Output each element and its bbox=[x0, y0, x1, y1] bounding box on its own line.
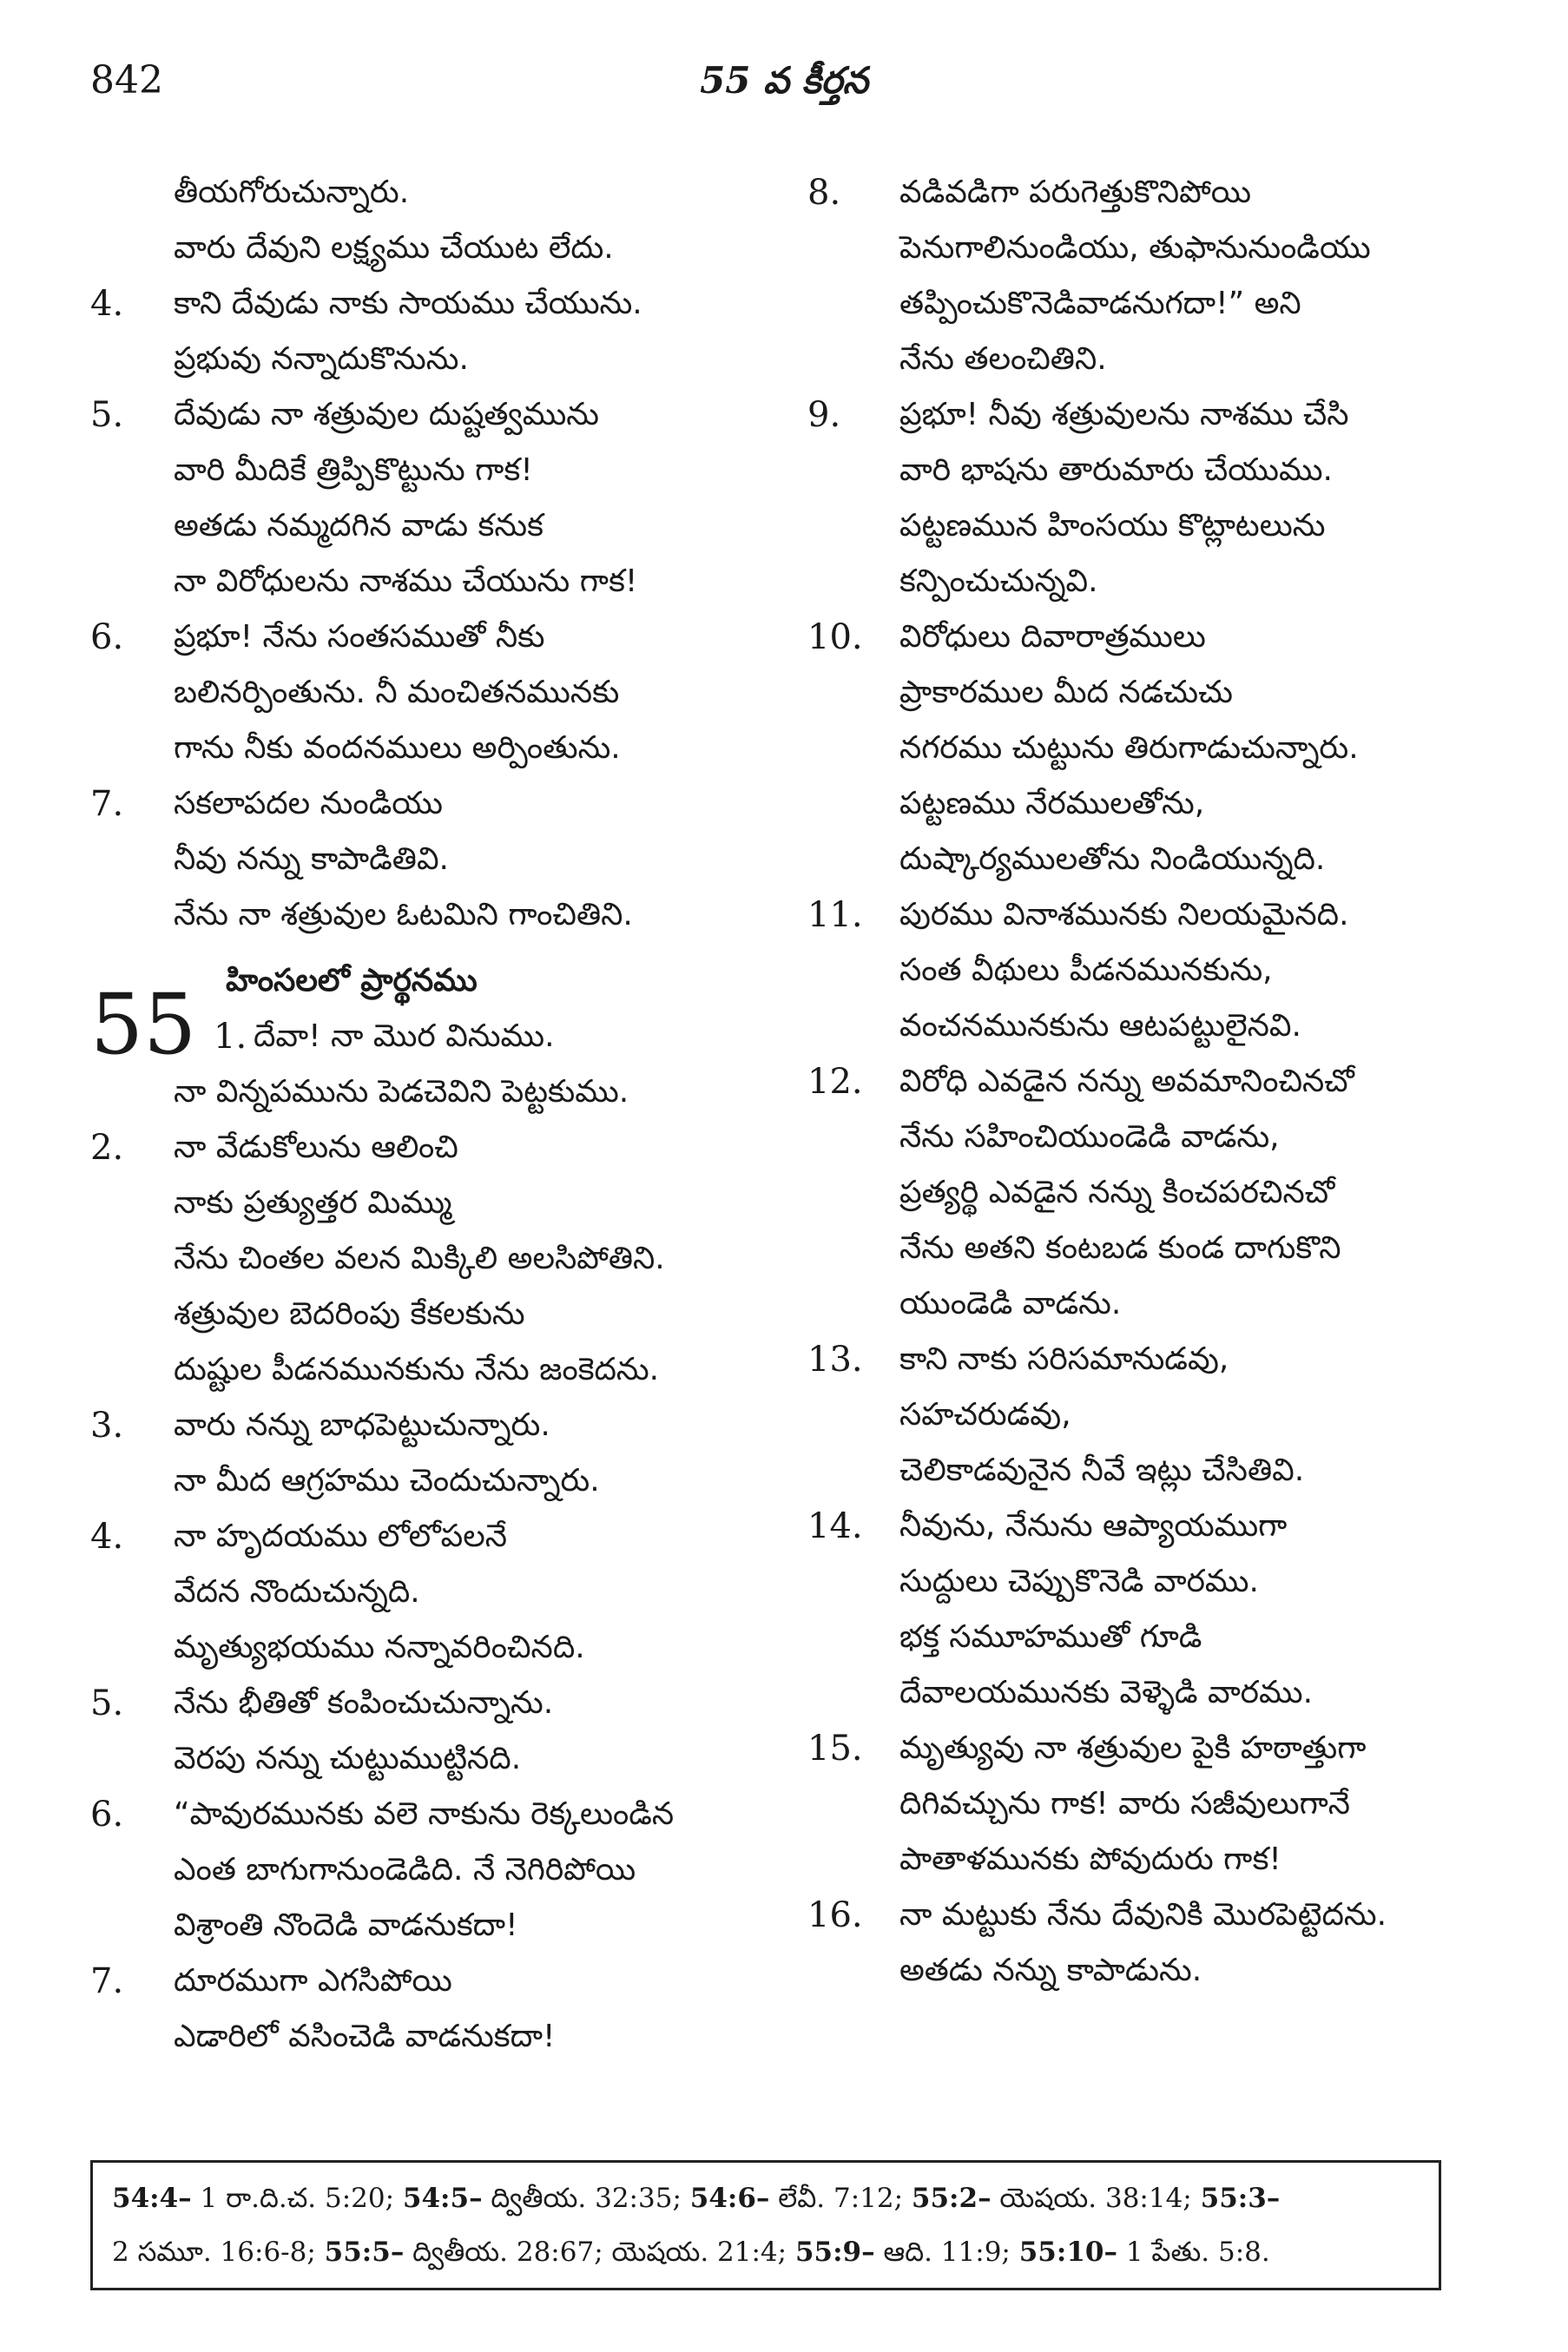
verse-number: 7. bbox=[90, 784, 124, 824]
verse-line: భక్త సమూహముతో గూడి bbox=[899, 1619, 1202, 1655]
verse bbox=[90, 1953, 759, 2065]
verse-line: పురము వినాశమునకు నిలయమైనది. bbox=[899, 897, 1349, 932]
footnote-dash: – bbox=[1266, 2183, 1281, 2214]
verse bbox=[807, 609, 1476, 887]
footnote-reference: 54:5 bbox=[402, 2183, 470, 2214]
verse-line: విరోధి ఎవడైన నన్ను అవమానించినచో bbox=[899, 1064, 1354, 1099]
verse-line: దూరముగా ఎగసిపోయి bbox=[174, 1963, 452, 1999]
footnote-dash: – bbox=[861, 2237, 875, 2268]
verse-line: నేను తలంచితిని. bbox=[899, 341, 1107, 377]
verse-line: సహచరుడవు, bbox=[899, 1397, 1071, 1433]
verse-line: సకలాపదల నుండియు bbox=[174, 786, 443, 821]
verse-number: 4. bbox=[90, 1517, 124, 1557]
verse-line: వంచనమునకును ఆటపట్టులైనవి. bbox=[899, 1008, 1301, 1044]
verse-line: నేను సహించియుండెడి వాడను, bbox=[899, 1119, 1280, 1155]
footnote-dash: – bbox=[390, 2237, 405, 2268]
verse-number: 7. bbox=[90, 1961, 124, 2001]
right-column bbox=[807, 165, 1476, 1999]
verse-line: నేను అతని కంటబడ కుండ దాగుకొని bbox=[899, 1230, 1341, 1266]
verse-number: 4. bbox=[90, 284, 124, 324]
footnote-reference: 55:3 bbox=[1200, 2183, 1267, 2214]
footnote-text: ద్వితీయ. 32:35; bbox=[482, 2183, 690, 2214]
verse bbox=[90, 1676, 759, 1787]
verse bbox=[807, 1721, 1476, 1888]
verse-line: ఎడారిలో వసించెడి వాడనుకదా! bbox=[174, 2019, 556, 2054]
verse-number: 11. bbox=[807, 895, 863, 935]
verse bbox=[807, 387, 1476, 609]
verse-number: 9. bbox=[807, 395, 841, 435]
verse-number: 2. bbox=[90, 1128, 124, 1168]
verse bbox=[807, 1332, 1476, 1499]
verse-line: బలినర్పింతును. నీ మంచితనమునకు bbox=[174, 675, 620, 710]
verse-line: నగరము చుట్టును తిరుగాడుచున్నారు. bbox=[899, 730, 1359, 766]
verse-line: నీవు నన్ను కాపాడితివి. bbox=[174, 841, 450, 877]
verse-line: యుండెడి వాడను. bbox=[899, 1286, 1122, 1321]
footnote-dash: – bbox=[178, 2183, 192, 2214]
verse-line: కాని దేవుడు నాకు సాయము చేయును. bbox=[174, 286, 642, 321]
verse bbox=[90, 387, 759, 609]
verse-number: 16. bbox=[807, 1895, 863, 1935]
verse-line: దేవాలయమునకు వెళ్ళెడి వారము. bbox=[899, 1675, 1314, 1710]
verse-number: 5. bbox=[90, 395, 124, 435]
verse-line: అతడు నన్ను కాపాడును. bbox=[899, 1953, 1202, 1988]
verse-line: వేదన నొందుచున్నది. bbox=[174, 1574, 420, 1610]
footnote-dash: – bbox=[1104, 2237, 1117, 2268]
footnote-dash: – bbox=[755, 2183, 770, 2214]
verse-line: వారు నన్ను బాధపెట్టుచున్నారు. bbox=[174, 1407, 550, 1443]
verse bbox=[90, 609, 759, 776]
verse-number: 10. bbox=[807, 617, 863, 657]
verse-line: దిగివచ్చును గాక! వారు సజీవులుగానే bbox=[899, 1786, 1350, 1822]
verse-line: నేను భీతితో కంపించుచున్నాను. bbox=[174, 1685, 554, 1721]
verse-line: వడివడిగా పరుగెత్తుకొనిపోయి bbox=[899, 175, 1252, 210]
cross-reference-box bbox=[90, 2160, 1441, 2290]
verse-line: కాని నాకు సరిసమానుడవు, bbox=[899, 1341, 1229, 1377]
verse-number: 5. bbox=[90, 1683, 124, 1723]
verse-line: నా హృదయము లోలోపలనే bbox=[174, 1519, 508, 1554]
footnote-reference: 55:2 bbox=[911, 2183, 978, 2214]
verse-line: ప్రత్యర్థి ఎవడైన నన్ను కించపరచినచో bbox=[899, 1175, 1335, 1210]
verse-line: తప్పించుకొనెడివాడనుగదా!” అని bbox=[899, 286, 1301, 321]
footnote-reference: 54:6 bbox=[689, 2183, 756, 2214]
verse-line: వెరపు నన్ను చుట్టుముట్టినది. bbox=[174, 1741, 522, 1776]
verse-line: చెలికాడవునైన నీవే ఇట్లు చేసితివి. bbox=[899, 1453, 1305, 1488]
verse-line: ప్రభూ! నీవు శత్రువులను నాశము చేసి bbox=[899, 397, 1349, 432]
verse bbox=[807, 1499, 1476, 1721]
page-number: 842 bbox=[90, 58, 163, 102]
verse-line: కన్పించుచున్నవి. bbox=[899, 563, 1098, 599]
footnote-reference: 54:4 bbox=[112, 2183, 179, 2214]
verse-line: నేను నా శత్రువుల ఓటమిని గాంచితిని. bbox=[174, 897, 633, 932]
verse-line: వారి భాషను తారుమారు చేయుము. bbox=[899, 452, 1333, 488]
verse bbox=[90, 776, 759, 943]
verse-line: ప్రాకారముల మీద నడచుచు bbox=[899, 675, 1233, 710]
verse bbox=[90, 1509, 759, 1676]
verse bbox=[90, 1398, 759, 1509]
verse-line: సుద్దులు చెప్పుకొనెడి వారము. bbox=[899, 1564, 1259, 1599]
verse-line: “పావురమునకు వలె నాకును రెక్కలుండిన bbox=[174, 1796, 675, 1832]
verse bbox=[90, 276, 759, 387]
verse-number: 6. bbox=[90, 617, 124, 657]
footnote-line bbox=[112, 2225, 1420, 2279]
verse-line: తీయగోరుచున్నారు. bbox=[174, 175, 410, 210]
verse-line: నా మీద ఆగ్రహము చెందుచున్నారు. bbox=[174, 1463, 600, 1499]
verse-line: నా మట్టుకు నేను దేవునికి మొరపెట్టెదను. bbox=[899, 1897, 1387, 1933]
verse-line: దుష్టుల పీడనమునకును నేను జంకెదను. bbox=[174, 1352, 660, 1387]
footnote-text: 2 సమూ. 16:6-8; bbox=[112, 2237, 325, 2268]
verse-number: 8. bbox=[807, 173, 841, 213]
verse-line: వారి మీదికే త్రిప్పికొట్టును గాక! bbox=[174, 452, 533, 488]
verse-line: అతడు నమ్మదగిన వాడు కనుక bbox=[174, 508, 544, 544]
verse-line: శత్రువుల బెదరింపు కేకలకును bbox=[174, 1296, 525, 1332]
footnote-reference: 55:10 bbox=[1018, 2237, 1104, 2268]
footnote-text: ద్వితీయ. 28:67; యెషయ. 21:4; bbox=[404, 2237, 795, 2268]
verse-line: మృత్యువు నా శత్రువుల పైకి హఠాత్తుగా bbox=[899, 1730, 1367, 1766]
left-column bbox=[90, 165, 759, 2065]
verse-line: నా విన్నపమును పెడచెవిని పెట్టకుము. bbox=[174, 1074, 629, 1110]
verse-line: నా విరోధులను నాశము చేయును గాక! bbox=[174, 563, 638, 599]
verse bbox=[807, 887, 1476, 1054]
verse-number: 14. bbox=[807, 1506, 863, 1546]
verse-line: విరోధులు దివారాత్రములు bbox=[899, 619, 1206, 655]
footnote-reference: 55:9 bbox=[794, 2237, 862, 2268]
verse-number: 15. bbox=[807, 1729, 863, 1769]
verse-line: వారు దేవుని లక్ష్యము చేయుట లేదు. bbox=[174, 230, 614, 266]
verse bbox=[90, 1787, 759, 1953]
verse-number: 13. bbox=[807, 1340, 863, 1380]
psalm-title: హింసలలో ప్రార్థనము bbox=[226, 963, 478, 998]
verse-line: నీవును, నేనును ఆప్యాయముగా bbox=[899, 1508, 1288, 1544]
footnote-text: యెషయ. 38:14; bbox=[991, 2183, 1201, 2214]
running-title: 55 వ కీర్తన bbox=[700, 59, 868, 102]
page-header bbox=[0, 50, 1568, 111]
verse-line: మృత్యుభయము నన్నావరించినది. bbox=[174, 1630, 585, 1665]
verse-number: 6. bbox=[90, 1795, 124, 1835]
verse-line: సంత వీథులు పీడనమునకును, bbox=[899, 952, 1273, 988]
verse-line: పట్టణమున హింసయు కొట్లాటలును bbox=[899, 508, 1326, 544]
verse-line: దేవా! నా మొర వినుము. bbox=[254, 1018, 555, 1054]
verse-line: నేను చింతల వలన మిక్కిలి అలసిపోతిని. bbox=[174, 1241, 665, 1276]
footnote-reference: 55:5 bbox=[324, 2237, 391, 2268]
verse-line: ప్రభువు నన్నాదుకొనును. bbox=[174, 341, 469, 377]
footnote-dash: – bbox=[469, 2183, 483, 2214]
footnote-text: ఆది. 11:9; bbox=[874, 2237, 1019, 2268]
verse-line: నాకు ప్రత్యుత్తర మిమ్ము bbox=[174, 1185, 452, 1221]
verse-line: ఎంత బాగుగానుండెడిది. నే నెగిరిపోయి bbox=[174, 1852, 636, 1888]
verse-line: దేవుడు నా శత్రువుల దుష్టత్వమును bbox=[174, 397, 600, 432]
verse-line: పెనుగాలినుండియు, తుఫానునుండియు bbox=[899, 230, 1371, 266]
verse-line: పట్టణము నేరములతోను, bbox=[899, 786, 1205, 821]
verse bbox=[90, 165, 759, 276]
verse-number: 3. bbox=[90, 1406, 124, 1446]
verse-line: పాతాళమునకు పోవుదురు గాక! bbox=[899, 1841, 1281, 1877]
verse-number: 1. bbox=[214, 1017, 247, 1057]
psalm-number: 55 bbox=[90, 976, 197, 1073]
verse-number: 12. bbox=[807, 1062, 863, 1102]
verse-line: గాను నీకు వందనములు అర్పింతును. bbox=[174, 730, 621, 766]
footnote-text: లేవీ. 7:12; bbox=[769, 2183, 912, 2214]
verse-line: ప్రభూ! నేను సంతసముతో నీకు bbox=[174, 619, 545, 655]
footnote-text: 1 పేతు. 5:8. bbox=[1117, 2237, 1270, 2268]
verse bbox=[90, 1120, 759, 1398]
footnote-dash: – bbox=[978, 2183, 992, 2214]
verse-line: నా వేడుకోలును ఆలించి bbox=[174, 1130, 458, 1165]
verse bbox=[807, 1888, 1476, 1999]
footnote-text: 1 రా.ది.చ. 5:20; bbox=[191, 2183, 403, 2214]
footnote-line bbox=[112, 2171, 1420, 2225]
verse-line: విశ్రాంతి నొందెడి వాడనుకదా! bbox=[174, 1907, 518, 1943]
verse-line: దుష్కార్యములతోను నిండియున్నది. bbox=[899, 841, 1326, 877]
verse bbox=[807, 1054, 1476, 1332]
verse bbox=[807, 165, 1476, 387]
